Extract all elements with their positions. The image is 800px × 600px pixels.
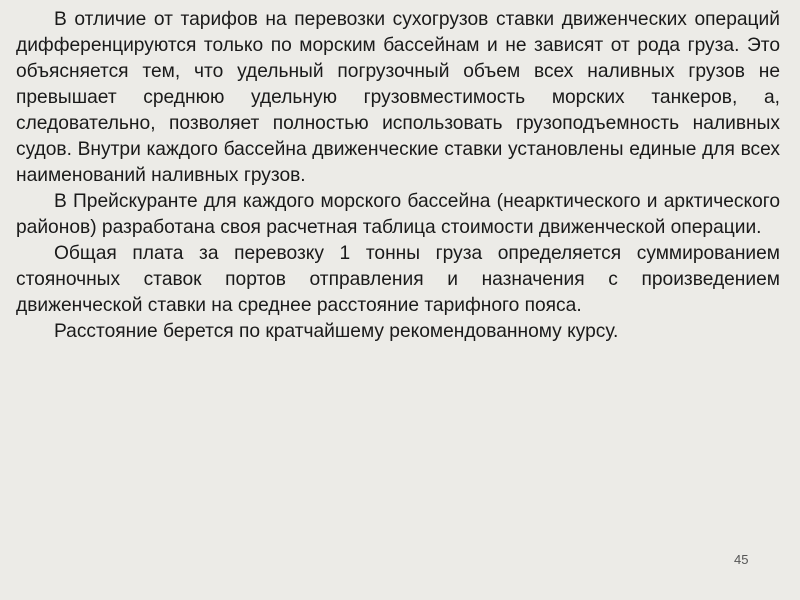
slide-body <box>16 7 780 345</box>
paragraph-2: В Прейскуранте для каждого морского бассейна (неарктического и арктического районов) разработана своя расчетная таблица стоимости движенческой операции. <box>16 191 780 238</box>
paragraph-4: Расстояние берется по кратчайшему рекомендованному курсу. <box>54 321 619 342</box>
page-number: 45 <box>734 552 749 567</box>
paragraph-3: Общая плата за перевозку 1 тонны груза определяется суммированием стояночных ставок портов отправления и назначения с произведением движенческой ставки на среднее расстояние тарифного пояса. <box>16 243 780 316</box>
paragraph-1: В отличие от тарифов на перевозки сухогрузов ставки движенческих операций дифференцируются только по морским бассейнам и не зависят от рода груза. Это объясняется тем, что удельный погрузочный объем всех наливных грузов не превышает среднюю удельную грузовместимость морских танкеров, а, следовательно, позволяет полностью использовать грузоподъемность наливных судов. Внутри каждого бассейна движенческие ставки установлены единые для всех наименований наливных грузов. <box>16 9 780 186</box>
